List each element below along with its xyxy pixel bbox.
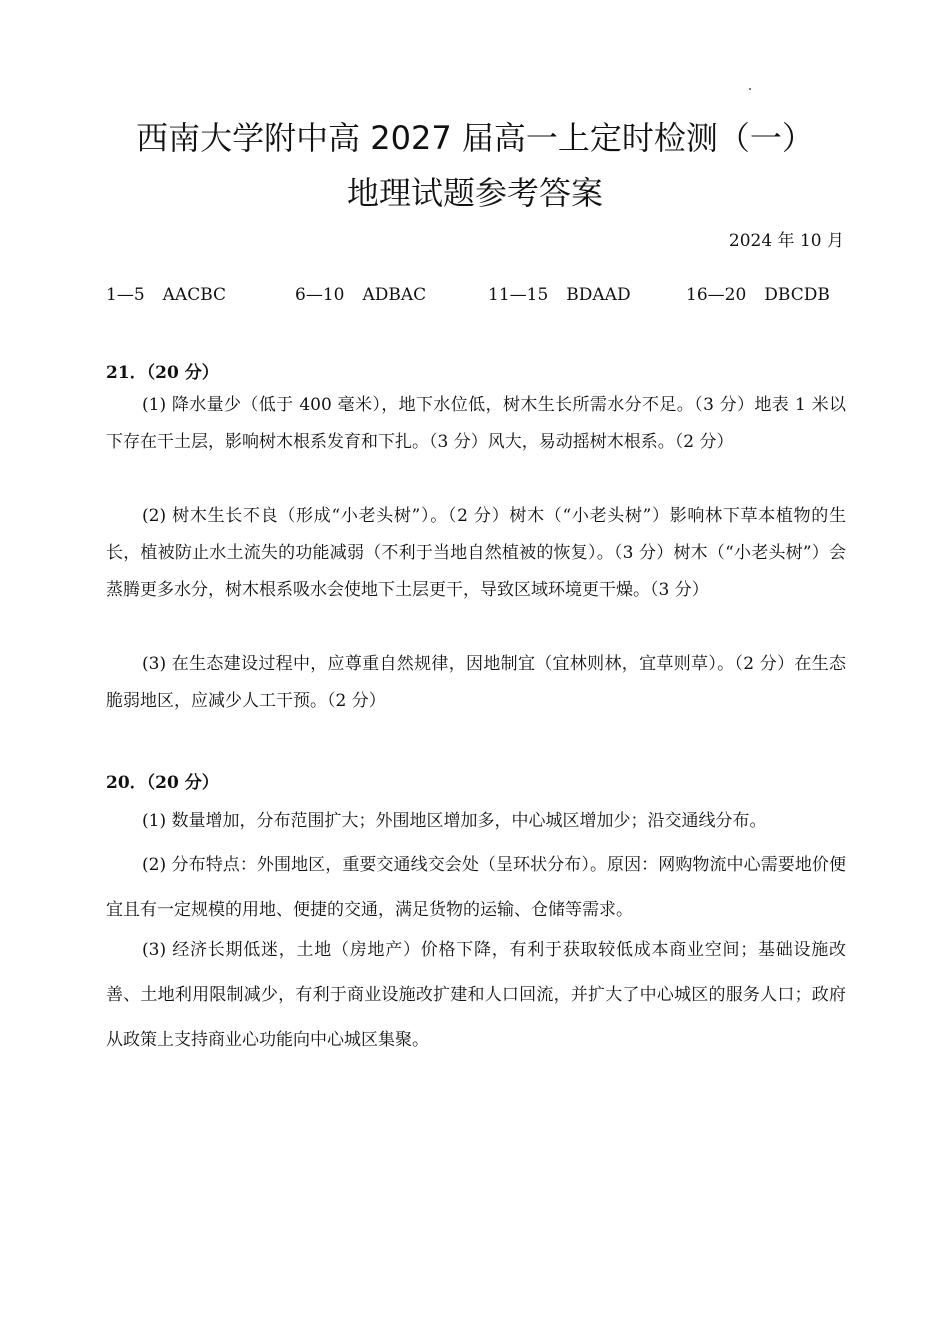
answer-range: 11—15 <box>488 285 549 305</box>
exam-date: 2024 年 10 月 <box>728 231 844 251</box>
answer-group <box>488 285 631 305</box>
question-21-part-1 <box>106 387 846 461</box>
paragraph-text: (3) 经济长期低迷，土地（房地产）价格下降，有利于获取较低成本商业空间；基础设施改善、土地利用限制减少，有利于商业设施改扩建和人口回流，并扩大了中心城区的服务人口；政府从政策上支持商业心功能向中心城区集聚。 <box>106 940 846 1050</box>
answer-group <box>295 285 426 305</box>
paragraph-text: (1) 降水量少（低于 400 毫米），地下水位低，树木生长所需水分不足。（3 分）地表 1 米以下存在干土层，影响树木根系发育和下扎。（3 分）风大，易动摇树木根系。（2 分） <box>106 395 846 452</box>
question-20-part-1 <box>106 799 846 844</box>
question-21-heading: 21．（20 分） <box>106 363 219 383</box>
answer-letters: BDAAD <box>566 285 631 305</box>
paragraph-text: (2) 分布特点：外围地区，重要交通线交会处（呈环状分布）。原因：网购物流中心需要地价便宜且有一定规模的用地、便捷的交通，满足货物的运输、仓储等需求。 <box>106 855 846 920</box>
answer-group <box>686 285 830 305</box>
paragraph-text: (1) 数量增加，分布范围扩大；外围地区增加多，中心城区增加少；沿交通线分布。 <box>142 811 767 831</box>
answer-key <box>106 285 846 309</box>
paragraph-text: (3) 在生态建设过程中，应尊重自然规律，因地制宜（宜林则林，宜草则草）。（2 分）在生态脆弱地区，应减少人工干预。（2 分） <box>106 654 846 711</box>
answer-letters: ADBAC <box>362 285 427 305</box>
question-20-heading: 20．（20 分） <box>106 773 219 793</box>
answer-group <box>106 285 226 305</box>
question-20-part-2 <box>106 843 846 933</box>
paragraph-text: (2) 树木生长不良（形成“小老头树”）。（2 分）树木（“小老头树”）影响林下草本植物的生长，植被防止水土流失的功能减弱（不利于当地自然植被的恢复）。（3 分）树木（“小老头树”）会蒸腾更多水分，树木根系吸水会使地下土层更干，导致区域环境更干燥。（3 分） <box>106 506 846 600</box>
answer-range: 6—10 <box>295 285 345 305</box>
stray-dot <box>749 88 751 90</box>
question-21-part-3 <box>106 646 846 720</box>
answer-range: 1—5 <box>106 285 145 305</box>
page-subtitle: 地理试题参考答案 <box>346 174 603 212</box>
answer-range: 16—20 <box>686 285 747 305</box>
page-title: 西南大学附中高 2027 届高一上定时检测（一） <box>136 119 814 157</box>
question-21-part-2 <box>106 498 846 609</box>
answer-letters: DBCDB <box>764 285 830 305</box>
question-20-part-3 <box>106 928 846 1063</box>
answer-letters: AACBC <box>162 285 227 305</box>
